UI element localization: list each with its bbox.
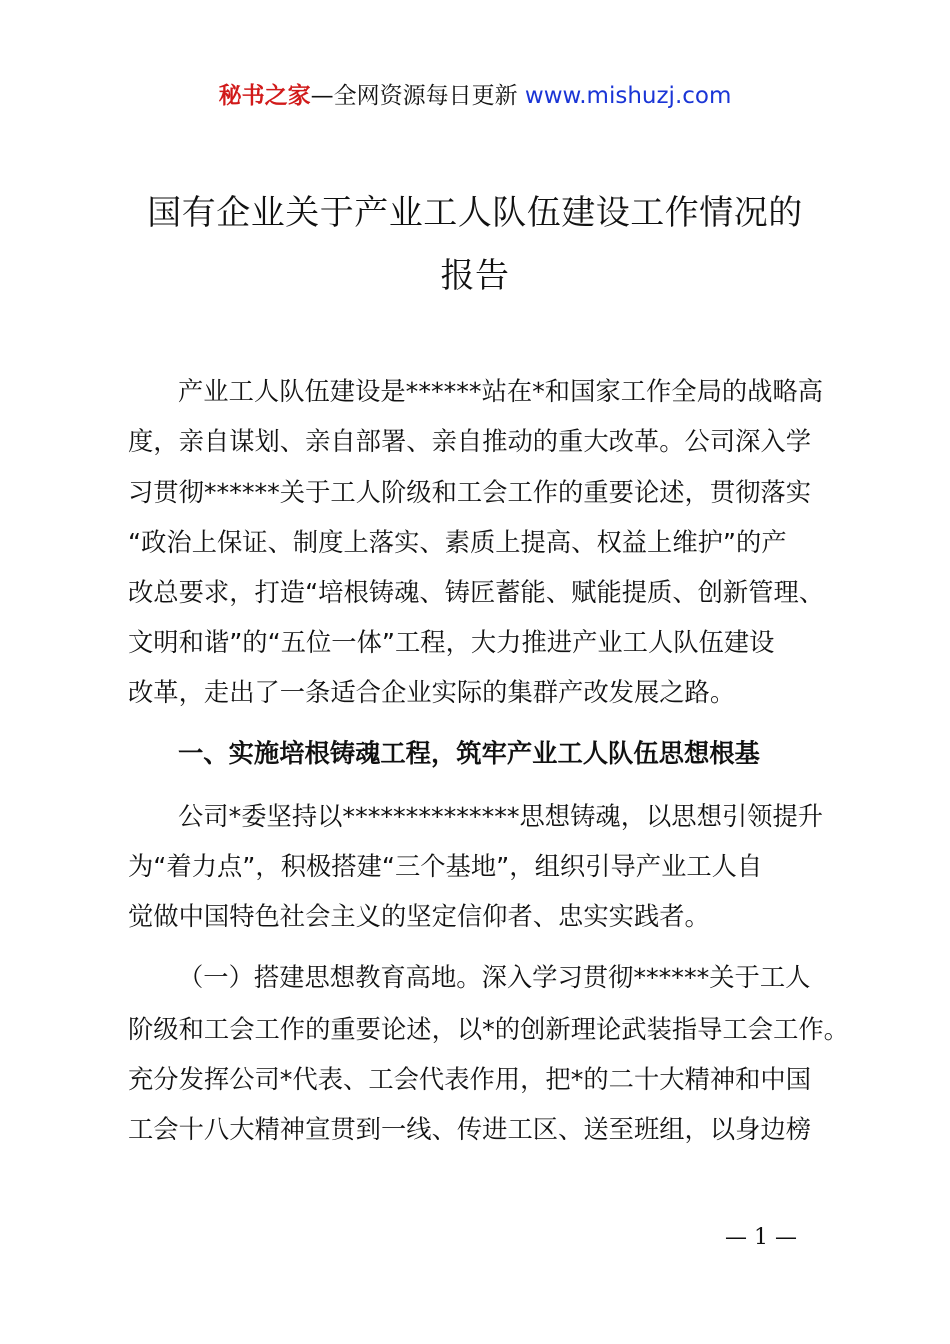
site-banner: [0, 78, 950, 114]
brand-name: 秘书之家: [218, 83, 311, 109]
line-text: 充分发挥公司*代表、工会代表作用，把*的二十大精神和中国: [128, 1065, 812, 1094]
line-text: 工会十八大精神宣贯到一线、传进工区、送至班组，以身边榜: [128, 1115, 812, 1144]
line-text: 改革，走出了一条适合企业实际的集群产改发展之路。: [128, 678, 736, 707]
line-text: 改总要求，打造“培根铸魂、铸匠蓄能、赋能提质、创新管理、: [128, 578, 825, 607]
document-title: [100, 182, 850, 308]
line-text: （一）搭建思想教育高地。深入学习贯彻******关于工人: [178, 963, 811, 992]
title-line-1: 国有企业关于产业工人队伍建设工作情况的: [147, 193, 803, 233]
line-text: 产业工人队伍建设是******站在*和国家工作全局的战略高: [178, 377, 824, 406]
banner-tagline: —全网资源每日更新: [310, 83, 518, 109]
line-text: 文明和谐”的“五位一体”工程，大力推进产业工人队伍建设: [128, 628, 775, 657]
line-text: 公司*委坚持以**************思想铸魂，以思想引领提升: [178, 802, 824, 831]
page-number-text: — 1 —: [725, 1225, 797, 1250]
line-text: 为“着力点”，积极搭建“三个基地”，组织引导产业工人自: [128, 852, 763, 881]
title-line-2: 报告: [440, 256, 510, 296]
site-url-link[interactable]: www.mishuzj.com: [524, 83, 732, 109]
line-text: 阶级和工会工作的重要论述，以*的创新理论武装指导工会工作。: [128, 1015, 849, 1044]
line-text: “政治上保证、制度上落实、素质上提高、权益上维护”的产: [128, 528, 787, 557]
line-text: 觉做中国特色社会主义的坚定信仰者、忠实实践者。: [128, 902, 710, 931]
line-text: 习贯彻******关于工人阶级和工会工作的重要论述，贯彻落实: [128, 478, 812, 507]
heading-text: 一、实施培根铸魂工程，筑牢产业工人队伍思想根基: [178, 739, 760, 768]
line-text: 度，亲自谋划、亲自部署、亲自推动的重大改革。公司深入学: [128, 427, 812, 456]
